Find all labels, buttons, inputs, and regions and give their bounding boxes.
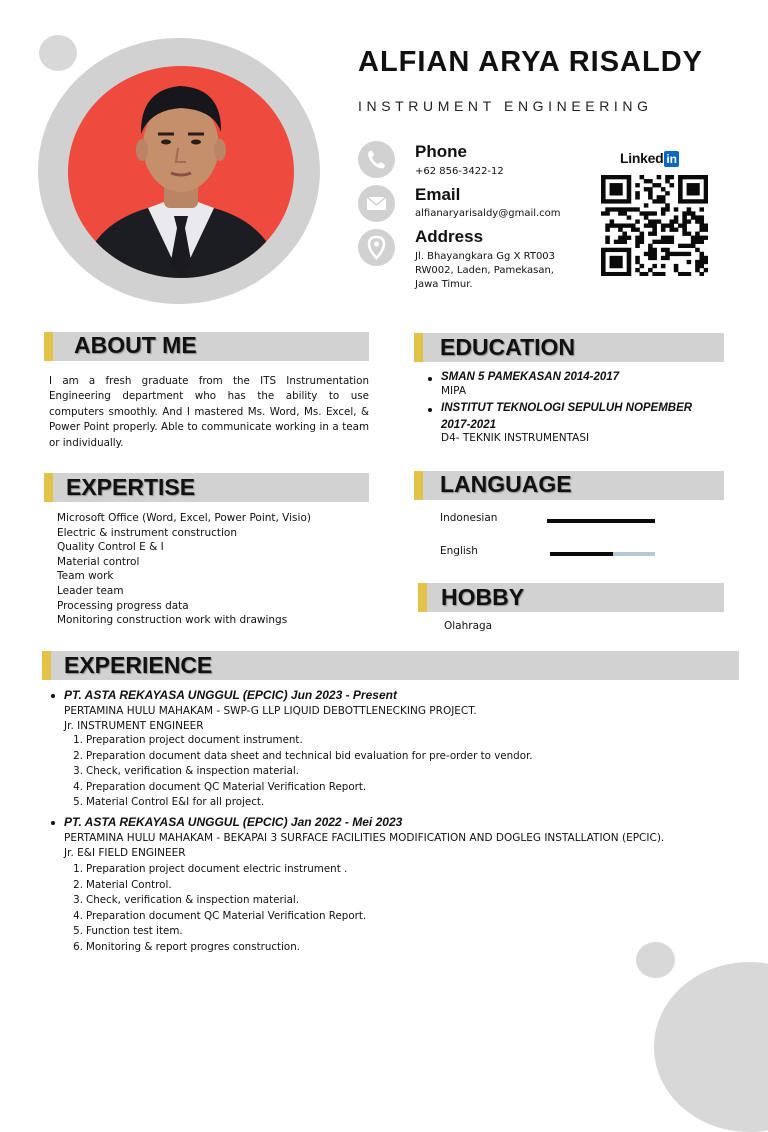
task-item: 3. Check, verification & inspection material. — [73, 765, 300, 777]
email-address[interactable]: alfianaryarisaldy@gmail.com — [415, 208, 561, 219]
expertise-title: EXPERTISE — [66, 474, 196, 500]
profile-photo — [68, 66, 294, 278]
task-item: 4. Preparation document QC Material Verification Report. — [73, 780, 367, 793]
linkedin-in-badge: in — [666, 152, 677, 166]
expertise-accent — [44, 473, 53, 502]
hobby-title: HOBBY — [441, 584, 525, 610]
decor-circle-top — [39, 35, 77, 71]
task-item: 3. Check, verification & inspection material. — [73, 894, 300, 906]
expertise-item: Material control — [57, 555, 140, 568]
task-item: 1. Preparation project document electric instrument . — [73, 863, 348, 875]
location-pin-icon — [358, 229, 395, 266]
expertise-item: Monitoring construction work with drawings — [57, 614, 288, 627]
about-accent — [44, 332, 53, 361]
education-school-1: SMAN 5 PAMEKASAN 2014-2017 — [441, 371, 620, 383]
task-item: 2. Material Control. — [73, 878, 172, 891]
task-item: 2. Preparation document data sheet and technical bid evaluation for pre-order to vendor. — [73, 749, 533, 762]
decor-circle-bottom-large — [654, 962, 768, 1132]
task-item: 1. Preparation project document instrument. — [73, 734, 303, 746]
email-label: Email — [415, 185, 461, 204]
job-tasks-2 — [63, 862, 366, 955]
job-project-1: PERTAMINA HULU MAHAKAM - SWP-G LLP LIQUID DEBOTTLENECKING PROJECT. — [64, 705, 477, 717]
full-name: ALFIAN ARYA RISALDY — [358, 46, 703, 78]
address-label: Address — [415, 227, 484, 246]
language-level-bar-2 — [550, 552, 655, 556]
job-heading-1: PT. ASTA REKAYASA UNGGUL (EPCIC) Jun 2023 - Present — [64, 688, 397, 702]
hobby-text: Olahraga — [444, 620, 493, 632]
about-text: I am a fresh graduate from the ITS Instrumentation Engineering department who has the ability to use computers smoothly. And I mastered Ms. Word, Ms. Excel, & Power Point properly. Able to communicate working in a team or individually. — [49, 375, 369, 449]
education-detail-1: MIPA — [441, 385, 466, 397]
address-line-3: Jawa Timur. — [415, 279, 473, 290]
language-name-1: Indonesian — [440, 512, 498, 524]
job-position-1: Jr. INSTRUMENT ENGINEER — [64, 720, 204, 732]
education-years-2: 2017-2021 — [441, 419, 496, 431]
education-bullet-2 — [428, 408, 432, 412]
education-bullet-1 — [428, 377, 432, 381]
job-bullet-1 — [51, 694, 55, 698]
expertise-item: Quality Control E & I — [57, 541, 164, 554]
education-detail-2: D4- TEKNIK INSTRUMENTASI — [441, 432, 590, 444]
expertise-item: Electric & instrument construction — [57, 526, 237, 539]
task-item: 6. Monitoring & report progres construction. — [73, 940, 301, 953]
expertise-item: Team work — [57, 570, 114, 583]
phone-number: +62 856-3422-12 — [415, 166, 504, 177]
education-accent — [414, 333, 423, 362]
linkedin-text: Linked — [620, 150, 664, 166]
expertise-item: Microsoft Office (Word, Excel, Power Point, Visio) — [57, 512, 311, 524]
decor-circle-bottom-small — [636, 942, 675, 978]
education-title: EDUCATION — [440, 334, 576, 360]
email-icon — [358, 185, 395, 222]
job-role: INSTRUMENT ENGINEERING — [358, 98, 653, 114]
job-project-2: PERTAMINA HULU MAHAKAM - BEKAPAI 3 SURFACE FACILITIES MODIFICATION AND DOGLEG INSTALLATION (EPCIC). — [64, 832, 665, 844]
language-name-2: English — [440, 545, 478, 557]
job-heading-2: PT. ASTA REKAYASA UNGGUL (EPCIC) Jan 2022 - Mei 2023 — [64, 815, 403, 829]
language-level-bar-1 — [547, 519, 655, 523]
job-bullet-2 — [51, 821, 55, 825]
job-position-2: Jr. E&I FIELD ENGINEER — [64, 847, 186, 859]
language-accent — [414, 471, 423, 500]
language-title: LANGUAGE — [440, 471, 572, 497]
experience-title: EXPERIENCE — [64, 652, 213, 678]
language-level-fill-2 — [550, 552, 613, 556]
address-line-1: Jl. Bhayangkara Gg X RT003 — [415, 251, 556, 262]
expertise-item: Processing progress data — [57, 599, 189, 612]
language-level-fill-1 — [547, 519, 655, 523]
task-item: 4. Preparation document QC Material Verification Report. — [73, 909, 367, 922]
experience-accent — [42, 651, 51, 680]
about-title: ABOUT ME — [74, 332, 197, 358]
phone-label: Phone — [415, 142, 467, 161]
linkedin-logo[interactable] — [620, 150, 679, 168]
expertise-list — [57, 511, 311, 628]
address-line-2: RW002, Laden, Pamekasan, — [415, 265, 554, 276]
expertise-item: Leader team — [57, 584, 124, 597]
hobby-accent — [418, 583, 427, 612]
job-tasks-1 — [63, 733, 533, 811]
phone-icon — [358, 141, 395, 178]
education-school-2: INSTITUT TEKNOLOGI SEPULUH NOPEMBER — [441, 402, 693, 414]
task-item: 5. Function test item. — [73, 925, 183, 937]
task-item: 5. Material Control E&I for all project. — [73, 796, 265, 808]
qr-code-icon[interactable] — [601, 175, 708, 276]
